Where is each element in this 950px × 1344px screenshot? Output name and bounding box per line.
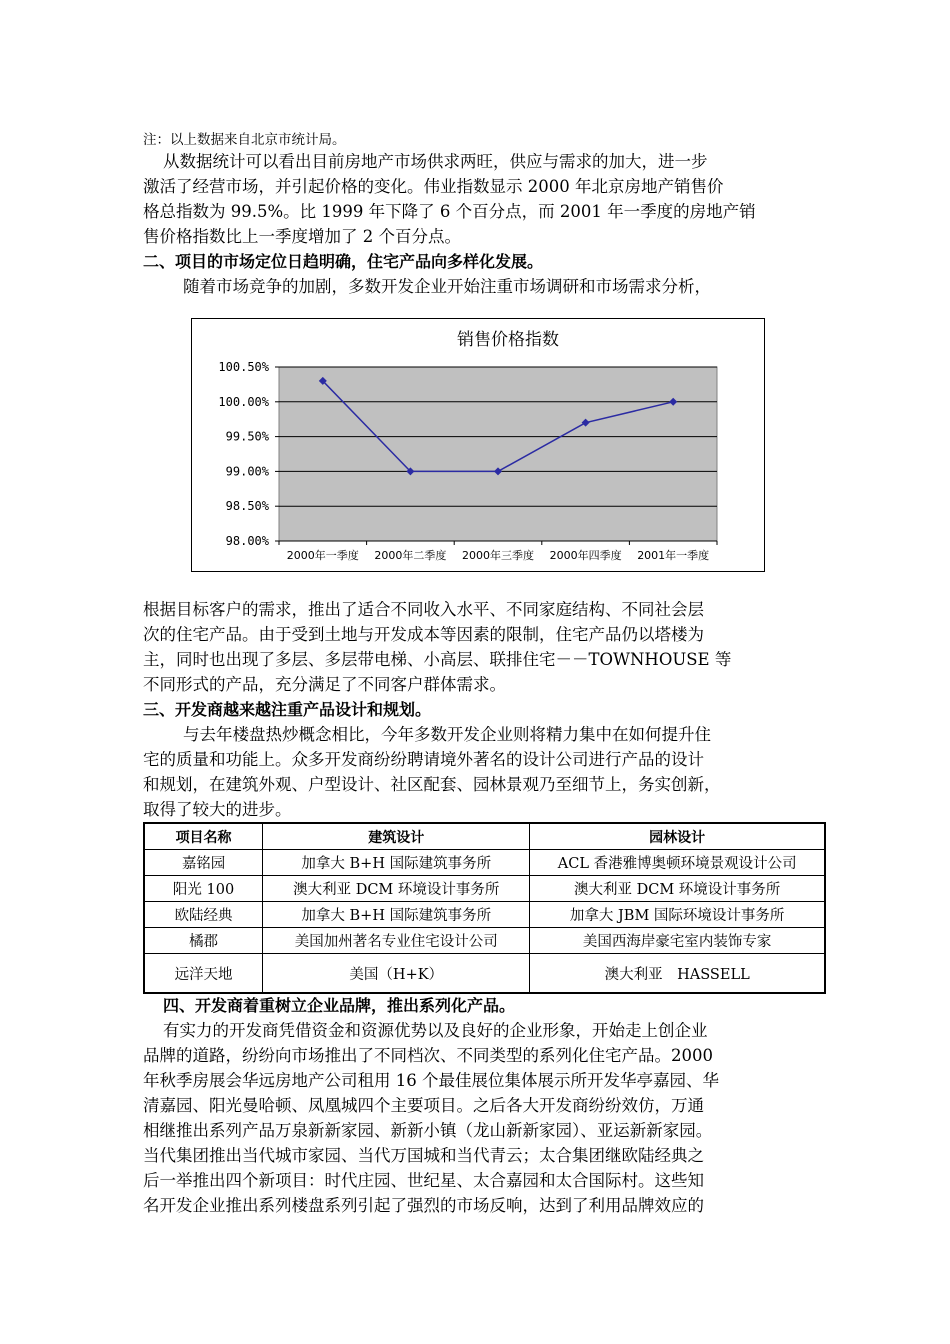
project-name-cell: 嘉铭园 <box>144 850 263 876</box>
landscape-cell: 美国西海岸豪宅室内装饰专家 <box>530 928 825 954</box>
para3-line: 取得了较大的进步。 <box>143 800 292 819</box>
plot-area <box>279 367 717 541</box>
project-name-cell: 橘郡 <box>144 928 263 954</box>
data-source-note: 注：以上数据来自北京市统计局。 <box>143 132 346 148</box>
architecture-cell: 美国（H+K） <box>263 954 530 994</box>
y-tick-label: 100.50% <box>218 360 269 374</box>
designer-table <box>143 822 826 994</box>
architecture-cell: 美国加州著名专业住宅设计公司 <box>263 928 530 954</box>
chart-title: 销售价格指数 <box>457 330 559 350</box>
para2-line: 不同形式的产品，充分满足了不同客户群体需求。 <box>143 675 506 694</box>
y-tick-label: 98.50% <box>225 499 269 514</box>
para1-line: 售价格指数比上一季度增加了 2 个百分点。 <box>143 227 461 246</box>
landscape-cell: ACL 香港雅博奥顿环境景观设计公司 <box>530 850 825 876</box>
para1-line: 从数据统计可以看出目前房地产市场供求两旺，供应与需求的加大，进一步 <box>163 152 708 171</box>
para2-line: 根据目标客户的需求，推出了适合不同收入水平、不同家庭结构、不同社会层 <box>143 600 704 619</box>
para4-line: 后一举推出四个新项目：时代庄园、世纪星、太合嘉园和太合国际村。这些知 <box>143 1171 704 1190</box>
y-tick-label: 100.00% <box>218 394 269 409</box>
section-heading-4: 四、开发商着重树立企业品牌，推出系列化产品。 <box>163 996 516 1015</box>
para3-line: 和规划，在建筑外观、户型设计、社区配套、园林景观乃至细节上，务实创新， <box>143 775 721 794</box>
table-header-cell: 建筑设计 <box>263 823 530 850</box>
x-tick-label: 2000年四季度 <box>549 549 622 562</box>
para1-line: 激活了经营市场，并引起价格的变化。伟业指数显示 2000 年北京房地产销售价 <box>143 177 724 196</box>
landscape-cell: 澳大利亚 HASSELL <box>530 954 825 994</box>
para4-line: 清嘉园、阳光曼哈顿、凤凰城四个主要项目。之后各大开发商纷纷效仿，万通 <box>143 1096 704 1115</box>
para3-line: 与去年楼盘热炒概念相比，今年多数开发企业则将精力集中在如何提升住 <box>183 725 711 744</box>
table-header-row <box>144 823 825 850</box>
y-tick-label: 99.50% <box>225 429 269 444</box>
para4-line: 有实力的开发商凭借资金和资源优势以及良好的企业形象，开始走上创企业 <box>163 1021 708 1040</box>
para4-line: 年秋季房展会华远房地产公司租用 16 个最佳展位集体展示所开发华亭嘉园、华 <box>143 1071 719 1090</box>
para4-line: 当代集团推出当代城市家园、当代万国城和当代青云；太合集团继欧陆经典之 <box>143 1146 704 1165</box>
price-index-chart <box>191 318 765 572</box>
landscape-cell: 加拿大 JBM 国际环境设计事务所 <box>530 902 825 928</box>
table-row <box>144 850 825 876</box>
table-row <box>144 954 825 994</box>
para4-line: 名开发企业推出系列楼盘系列引起了强烈的市场反响，达到了利用品牌效应的 <box>143 1196 704 1215</box>
project-name-cell: 阳光 100 <box>144 876 263 902</box>
para2-line: 次的住宅产品。由于受到土地与开发成本等因素的限制，住宅产品仍以塔楼为 <box>143 625 704 644</box>
para4-line: 相继推出系列产品万泉新新家园、新新小镇（龙山新新家园）、亚运新新家园。 <box>143 1121 713 1140</box>
table-row <box>144 902 825 928</box>
table-row <box>144 876 825 902</box>
architecture-cell: 加拿大 B+H 国际建筑事务所 <box>263 850 530 876</box>
table-header-cell: 项目名称 <box>144 823 263 850</box>
para2-line: 主，同时也出现了多层、多层带电梯、小高层、联排住宅－－TOWNHOUSE 等 <box>143 650 732 669</box>
para2-line: 随着市场竞争的加剧，多数开发企业开始注重市场调研和市场需求分析， <box>183 277 711 296</box>
para3-line: 宅的质量和功能上。众多开发商纷纷聘请境外著名的设计公司进行产品的设计 <box>143 750 704 769</box>
project-name-cell: 远洋天地 <box>144 954 263 994</box>
table-header-cell: 园林设计 <box>530 823 825 850</box>
architecture-cell: 加拿大 B+H 国际建筑事务所 <box>263 902 530 928</box>
x-tick-label: 2000年二季度 <box>374 549 447 562</box>
chart-canvas <box>192 319 764 571</box>
y-tick-label: 98.00% <box>225 534 269 548</box>
section-heading-2: 二、项目的市场定位日趋明确，住宅产品向多样化发展。 <box>143 252 544 271</box>
section-heading-3: 三、开发商越来越注重产品设计和规划。 <box>143 700 432 719</box>
project-name-cell: 欧陆经典 <box>144 902 263 928</box>
para1-line: 格总指数为 99.5%。比 1999 年下降了 6 个百分点，而 2001 年一季度的房地产销 <box>143 202 756 221</box>
y-tick-label: 99.00% <box>225 464 269 479</box>
table-row <box>144 928 825 954</box>
landscape-cell: 澳大利亚 DCM 环境设计事务所 <box>530 876 825 902</box>
architecture-cell: 澳大利亚 DCM 环境设计事务所 <box>263 876 530 902</box>
x-tick-label: 2001年一季度 <box>637 549 710 562</box>
x-tick-label: 2000年三季度 <box>462 549 534 562</box>
x-tick-label: 2000年一季度 <box>286 549 359 562</box>
para4-line: 品牌的道路，纷纷向市场推出了不同档次、不同类型的系列化住宅产品。2000 <box>143 1046 713 1065</box>
